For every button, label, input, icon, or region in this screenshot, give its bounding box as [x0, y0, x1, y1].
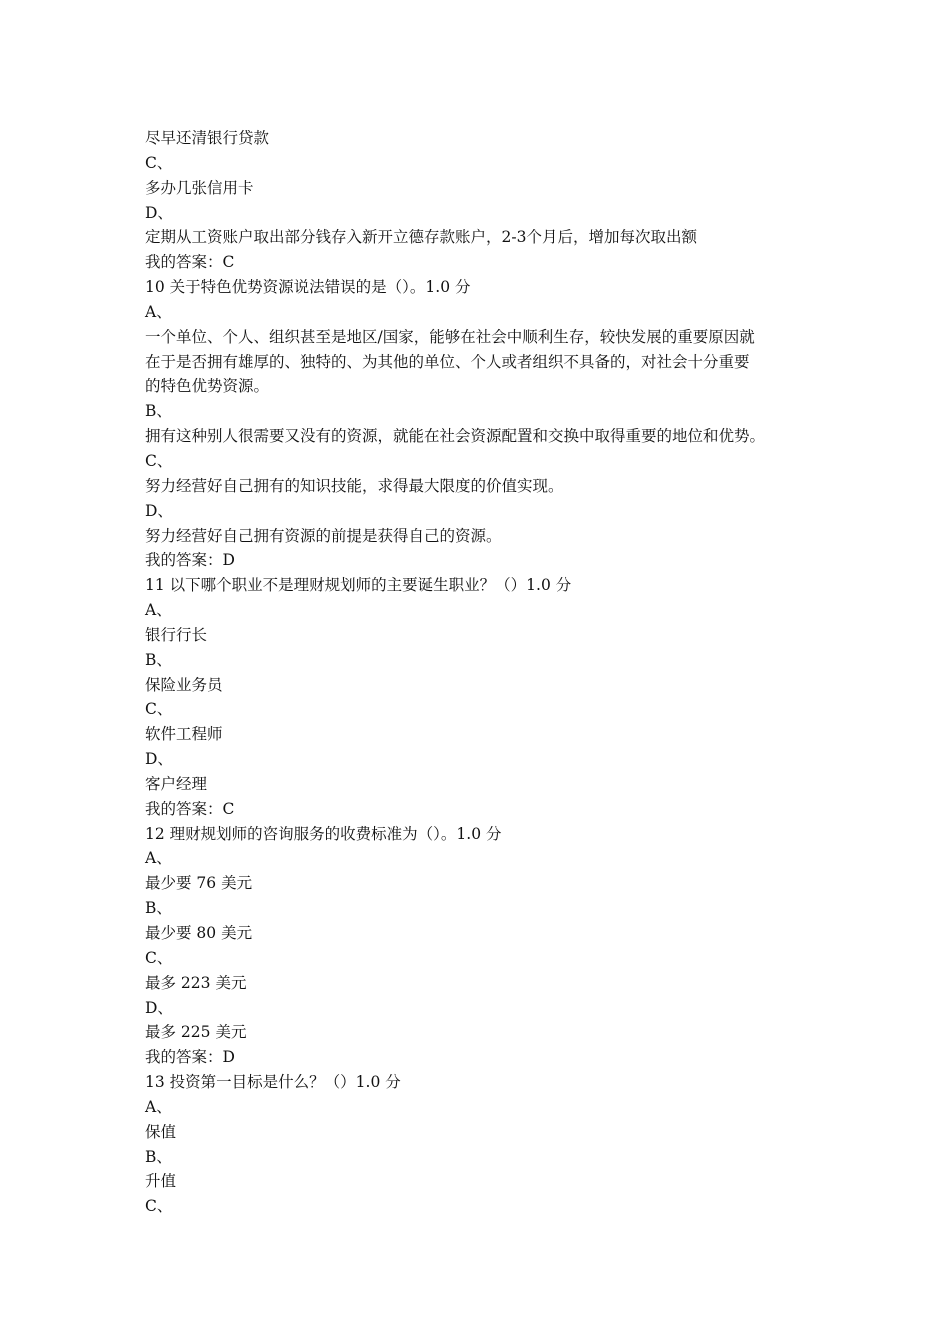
option-text: 努力经营好自己拥有的知识技能，求得最大限度的价值实现。 — [145, 476, 564, 495]
option-letter: D、 — [145, 998, 173, 1017]
option-letter: C、 — [145, 1197, 173, 1216]
option-letter: B、 — [145, 899, 172, 918]
option-letter: A、 — [145, 849, 172, 868]
option-text: 保险业务员 — [145, 675, 223, 694]
option-text: 拥有这种别人很需要又没有的资源，就能在社会资源配置和交换中取得重要的地位和优势。 — [145, 427, 766, 446]
option-letter: C、 — [145, 153, 173, 172]
option-text: 保值 — [145, 1122, 177, 1141]
option-text: 定期从工资账户取出部分钱存入新开立德存款账户，2-3个月后，增加每次取出额 — [145, 228, 697, 247]
option-letter: A、 — [145, 1097, 172, 1116]
option-letter: B、 — [145, 402, 172, 421]
option-text: 在于是否拥有雄厚的、独特的、为其他的单位、个人或者组织不具备的，对社会十分重要 — [145, 352, 750, 371]
my-answer: 我的答案：C — [145, 799, 235, 818]
option-text: 最多 223 美元 — [145, 973, 247, 992]
option-letter: A、 — [145, 302, 172, 321]
option-letter: D、 — [145, 501, 173, 520]
option-letter: B、 — [145, 1147, 172, 1166]
option-text: 的特色优势资源。 — [145, 377, 270, 396]
question-title: 10 关于特色优势资源说法错误的是（）。1.0 分 — [145, 278, 471, 297]
option-letter: C、 — [145, 700, 173, 719]
option-text: 最多 225 美元 — [145, 1023, 247, 1042]
option-text: 一个单位、个人、组织甚至是地区/国家，能够在社会中顺利生存，较快发展的重要原因就 — [145, 327, 755, 346]
question-title: 13 投资第一目标是什么？（）1.0 分 — [145, 1073, 401, 1092]
option-text: 软件工程师 — [145, 725, 223, 744]
option-text: 努力经营好自己拥有资源的前提是获得自己的资源。 — [145, 526, 502, 545]
my-answer: 我的答案：D — [145, 551, 235, 570]
my-answer: 我的答案：D — [145, 1048, 235, 1067]
option-text: 客户经理 — [145, 774, 208, 793]
document-page — [145, 126, 815, 1219]
question-title: 11 以下哪个职业不是理财规划师的主要诞生职业？（）1.0 分 — [145, 576, 572, 595]
option-text: 多办几张信用卡 — [145, 178, 254, 197]
option-text: 最少要 76 美元 — [145, 874, 253, 893]
option-text: 银行行长 — [145, 625, 208, 644]
option-text: 最少要 80 美元 — [145, 924, 253, 942]
option-letter: B、 — [145, 650, 172, 669]
option-letter: A、 — [145, 601, 172, 620]
option-letter: D、 — [145, 203, 173, 222]
my-answer: 我的答案：C — [145, 253, 235, 272]
option-text: 升值 — [145, 1172, 177, 1191]
option-letter: C、 — [145, 451, 173, 470]
option-letter: D、 — [145, 750, 173, 769]
option-letter: C、 — [145, 948, 173, 967]
question-title: 12 理财规划师的咨询服务的收费标准为（）。1.0 分 — [145, 824, 502, 843]
option-text: 尽早还清银行贷款 — [145, 129, 270, 147]
